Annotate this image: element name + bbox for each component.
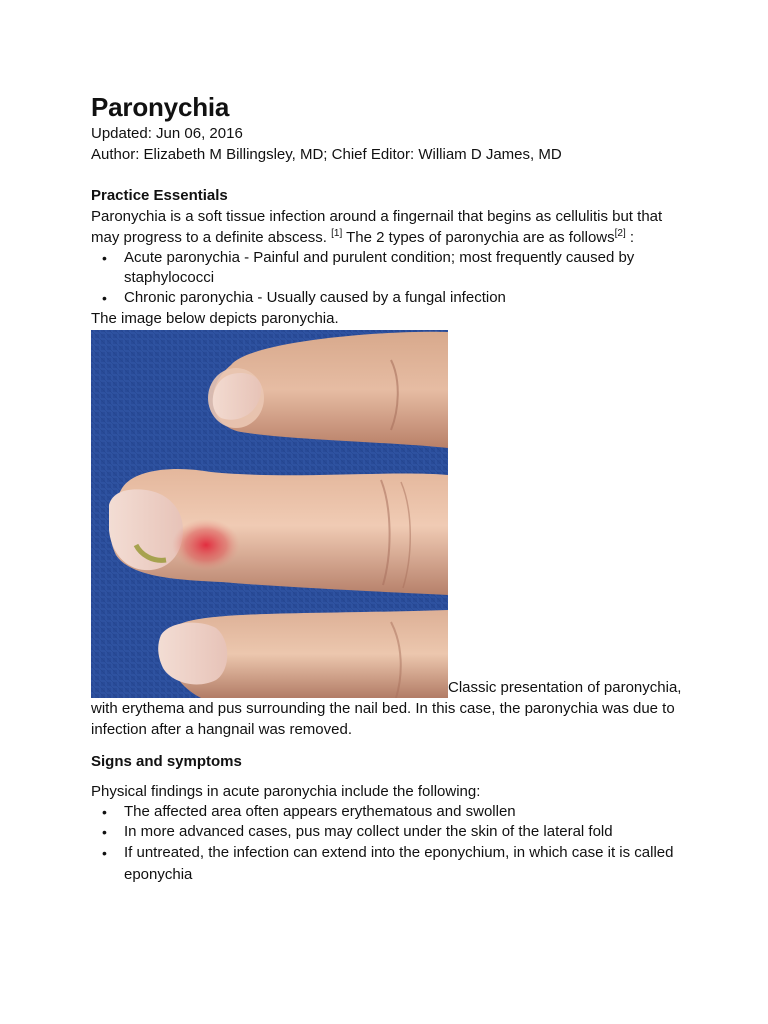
- page-title: Paronychia: [91, 92, 230, 122]
- intro-text-c: :: [625, 229, 635, 246]
- paronychia-photo[interactable]: [91, 330, 448, 698]
- updated-date: Updated: Jun 06, 2016: [91, 125, 243, 142]
- intro-paragraph: [91, 206, 691, 248]
- reference-link-1[interactable]: [1]: [331, 228, 343, 239]
- reference-link-2[interactable]: [2]: [614, 228, 626, 239]
- signs-list: [91, 802, 691, 886]
- author-line: Author: Elizabeth M Billingsley, MD; Chief Editor: William D James, MD: [91, 146, 562, 163]
- list-item: • Chronic paronychia - Usually caused by a fungal infection: [91, 288, 691, 308]
- intro-text-b: The 2 types of paronychia are as follows: [342, 229, 615, 246]
- intro-text-a: Paronychia is a soft tissue infection around a fingernail that begins as cellulitis but that may progress to a definite abscess.: [91, 208, 663, 246]
- image-lead-text: The image below depicts paronychia.: [91, 310, 339, 327]
- figure: [91, 330, 691, 740]
- list-item: • In more advanced cases, pus may collect under the skin of the lateral fold: [91, 822, 691, 842]
- list-item: • If untreated, the infection can extend into the eponychium, in which case it is called eponychia: [91, 842, 691, 886]
- signs-lead-text: Physical findings in acute paronychia include the following:: [91, 783, 481, 800]
- article: [91, 92, 691, 886]
- list-item: • The affected area often appears erythematous and swollen: [91, 802, 691, 822]
- list-item: • Acute paronychia - Painful and purulent condition; most frequently caused by staphylococci: [91, 248, 691, 288]
- section-heading-signs-symptoms: Signs and symptoms: [91, 753, 242, 770]
- paronychia-types-list: [91, 248, 691, 308]
- section-heading-practice-essentials: Practice Essentials: [91, 187, 228, 204]
- figure-caption: Classic presentation of paronychia, with erythema and pus surrounding the nail bed. In this case, the paronychia was due to infection after a hangnail was removed.: [91, 679, 682, 738]
